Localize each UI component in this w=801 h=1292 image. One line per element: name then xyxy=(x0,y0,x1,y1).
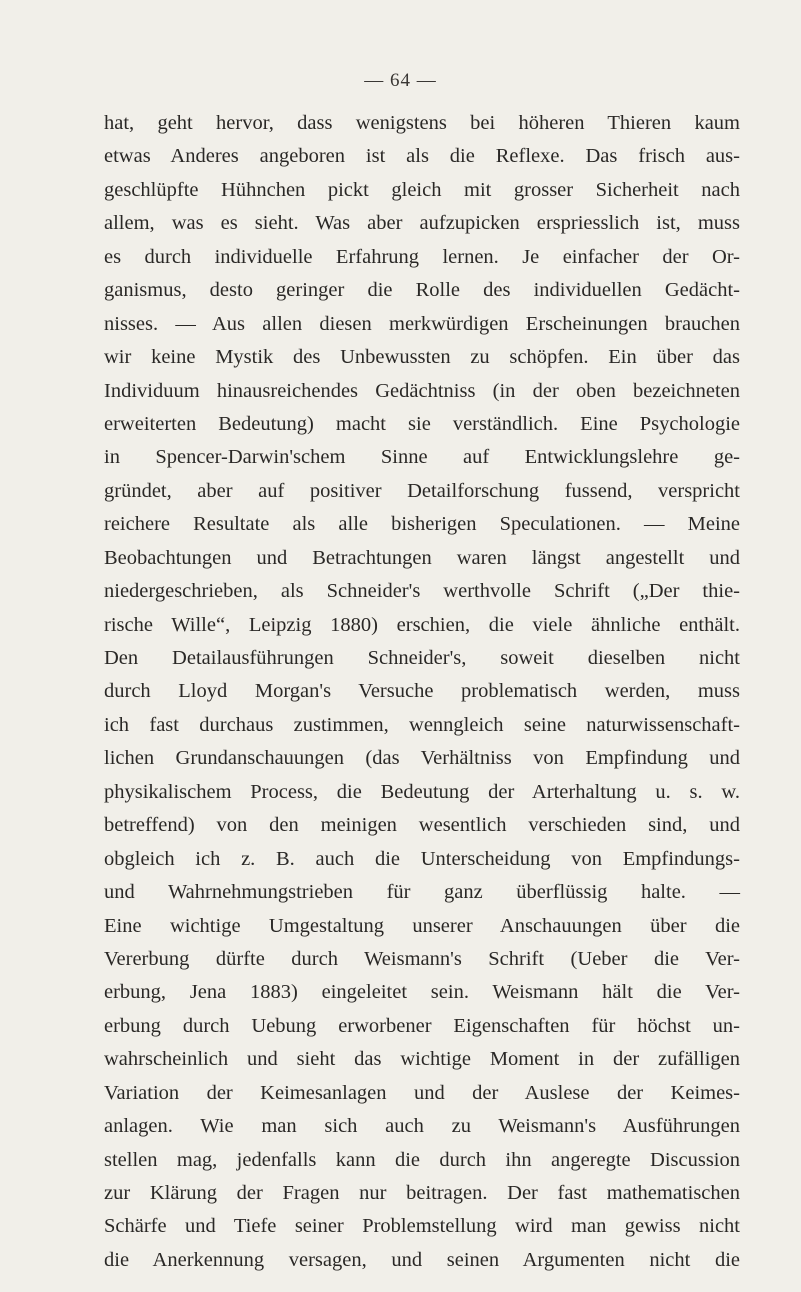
text-line: Variation der Keimesanlagen und der Auslese der Keimes- xyxy=(104,1081,740,1104)
text-line: erweiterten Bedeutung) macht sie verständlich. Eine Psychologie xyxy=(104,412,740,435)
page-number: — 64 — xyxy=(364,70,437,91)
text-line: reichere Resultate als alle bisherigen Speculationen. — Meine xyxy=(104,513,740,536)
text-line: erbung, Jena 1883) eingeleitet sein. Weismann hält die Ver- xyxy=(104,981,740,1004)
text-line: Individuum hinausreichendes Gedächtniss (in der oben bezeichneten xyxy=(104,379,740,402)
text-line: hat, geht hervor, dass wenigstens bei höheren Thieren kaum xyxy=(104,112,740,134)
text-line: es durch individuelle Erfahrung lernen. Je einfacher der Or- xyxy=(104,245,740,268)
text-line: geschlüpfte Hühnchen pickt gleich mit grosser Sicherheit nach xyxy=(104,178,740,201)
text-line: Beobachtungen und Betrachtungen waren längst angestellt und xyxy=(104,546,740,569)
text-line: ganismus, desto geringer die Rolle des individuellen Gedächt- xyxy=(104,279,740,302)
text-line: wahrscheinlich und sieht das wichtige Moment in der zufälligen xyxy=(104,1048,740,1071)
text-line: allem, was es sieht. Was aber aufzupicken erspriesslich ist, muss xyxy=(104,212,740,235)
text-line: nisses. — Aus allen diesen merkwürdigen Erscheinungen brauchen xyxy=(104,312,740,335)
text-line: lichen Grundanschauungen (das Verhältniss von Empfindung und xyxy=(104,747,740,770)
text-line: niedergeschrieben, als Schneider's werthvolle Schrift („Der thie- xyxy=(104,580,740,603)
text-line: stellen mag, jedenfalls kann die durch ihn angeregte Discussion xyxy=(104,1148,740,1171)
text-line: Den Detailausführungen Schneider's, soweit dieselben nicht xyxy=(104,647,740,669)
text-line: die Anerkennung versagen, und seinen Argumenten nicht die xyxy=(104,1248,740,1271)
text-line: obgleich ich z. B. auch die Unterscheidung von Empfindungs- xyxy=(104,847,740,870)
text-line: durch Lloyd Morgan's Versuche problematisch werden, muss xyxy=(104,680,740,703)
text-line: betreffend) von den meinigen wesentlich verschieden sind, und xyxy=(104,814,740,837)
text-line: anlagen. Wie man sich auch zu Weismann's Ausführungen xyxy=(104,1115,740,1138)
text-line: ich fast durchaus zustimmen, wenngleich seine naturwissenschaft- xyxy=(104,713,740,736)
text-line: Eine wichtige Umgestaltung unserer Anschauungen über die xyxy=(104,914,740,937)
text-line: Vererbung dürfte durch Weismann's Schrift (Ueber die Ver- xyxy=(104,947,740,970)
text-line: und Wahrnehmungstrieben für ganz überflüssig halte. — xyxy=(104,881,740,904)
text-line: Schärfe und Tiefe seiner Problemstellung wird man gewiss nicht xyxy=(104,1215,740,1238)
text-line: etwas Anderes angeboren ist als die Reflexe. Das frisch aus- xyxy=(104,145,740,168)
text-line: wir keine Mystik des Unbewussten zu schöpfen. Ein über das xyxy=(104,346,740,369)
text-line: gründet, aber auf positiver Detailforschung fussend, verspricht xyxy=(104,479,740,502)
text-line: zur Klärung der Fragen nur beitragen. Der fast mathematischen xyxy=(104,1182,740,1204)
text-line: physikalischem Process, die Bedeutung der Arterhaltung u. s. w. xyxy=(104,780,740,803)
text-line: erbung durch Uebung erworbener Eigenschaften für höchst un- xyxy=(104,1014,740,1037)
text-line: in Spencer-Darwin'schem Sinne auf Entwicklungslehre ge- xyxy=(104,446,740,469)
body-text xyxy=(104,107,740,1277)
text-line: rische Wille“, Leipzig 1880) erschien, die viele ähnliche enthält. xyxy=(104,613,740,636)
